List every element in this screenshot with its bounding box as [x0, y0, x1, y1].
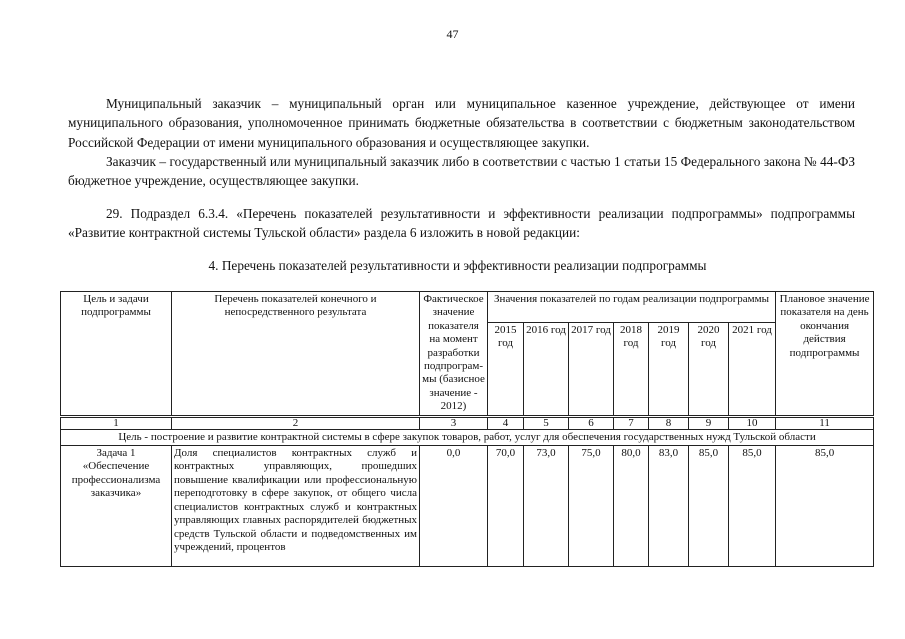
header-year: 2018 год — [614, 322, 649, 416]
table-row — [61, 446, 874, 567]
paragraph-item-29: 29. Подраздел 6.3.4. «Перечень показателей результативности и эффективности реализации подпрограммы» подпрограммы «Развитие контрактной системы Тульской области» раздела 6 изложить в новой редакции: — [68, 206, 855, 241]
header-row-1 — [61, 292, 874, 323]
header-goals-tasks: Цель и задачи подпрограммы — [61, 292, 172, 417]
goal-row — [61, 429, 874, 445]
column-number: 2 — [172, 416, 420, 429]
column-number: 7 — [614, 416, 649, 429]
paragraph-customer: Заказчик – государственный или муниципальный заказчик либо в соответствии с частью 1 статьи 15 Федерального закона № 44-ФЗ бюджетное учреждение, осуществляющее закупки. — [68, 154, 855, 189]
year-value: 73,0 — [524, 446, 569, 567]
header-year: 2020 год — [689, 322, 729, 416]
column-numbers-row — [61, 416, 874, 429]
header-indicators-list: Перечень показателей конечного и непосредственного результата — [172, 292, 420, 417]
column-number: 8 — [649, 416, 689, 429]
year-value: 85,0 — [729, 446, 776, 567]
column-number: 4 — [488, 416, 524, 429]
column-number: 6 — [569, 416, 614, 429]
indicator-text: Доля специалистов контрактных служб и контрактных управляющих, прошедших повышение квалификации или профессиональную переподготовку в сфере закупок, от общего числа специалистов контрактных служб и контрактных управляющих главных распорядителей бюджетных средств Тульской области и подведомственных им учреждений, процентов — [172, 446, 420, 567]
header-year: 2017 год — [569, 322, 614, 416]
year-value: 70,0 — [488, 446, 524, 567]
header-year: 2015 год — [488, 322, 524, 416]
year-value: 75,0 — [569, 446, 614, 567]
header-year: 2019 год — [649, 322, 689, 416]
paragraph-municipal-customer: Муниципальный заказчик – муниципальный орган или муниципальное казенное учреждение, действующее от имени муниципального образования, уполномоченное принимать бюджетные обязательства в соответствии с бюджетным законодательством Российской Федерации от имени муниципального образования и осуществляющее закупки. — [68, 96, 855, 150]
base-value: 0,0 — [420, 446, 488, 567]
column-number: 11 — [776, 416, 874, 429]
header-years-group: Значения показателей по годам реализации подпрограммы — [488, 292, 776, 323]
column-number: 5 — [524, 416, 569, 429]
header-year: 2021 год — [729, 322, 776, 416]
year-value: 80,0 — [614, 446, 649, 567]
header-base-value: Фактическое значение показателя на момент разработки подпрограм-мы (базисное значение - 2012) — [420, 292, 488, 417]
column-number: 9 — [689, 416, 729, 429]
header-year: 2016 год — [524, 322, 569, 416]
planned-value: 85,0 — [776, 446, 874, 567]
table-title: 4. Перечень показателей результативности и эффективности реализации подпрограммы — [208, 258, 707, 273]
goal-text: Цель - построение и развитие контрактной системы в сфере закупок товаров, работ, услуг для обеспечения государственных нужд Тульской области — [61, 429, 874, 445]
year-value: 85,0 — [689, 446, 729, 567]
indicators-table — [60, 291, 874, 567]
column-number: 3 — [420, 416, 488, 429]
task-name: Задача 1 «Обеспечение профессионализма заказчика» — [61, 446, 172, 567]
header-planned-value: Плановое значение показателя на день окончания действия подпрограммы — [776, 292, 874, 417]
column-number: 10 — [729, 416, 776, 429]
page-number: 47 — [446, 27, 459, 41]
column-number: 1 — [61, 416, 172, 429]
year-value: 83,0 — [649, 446, 689, 567]
